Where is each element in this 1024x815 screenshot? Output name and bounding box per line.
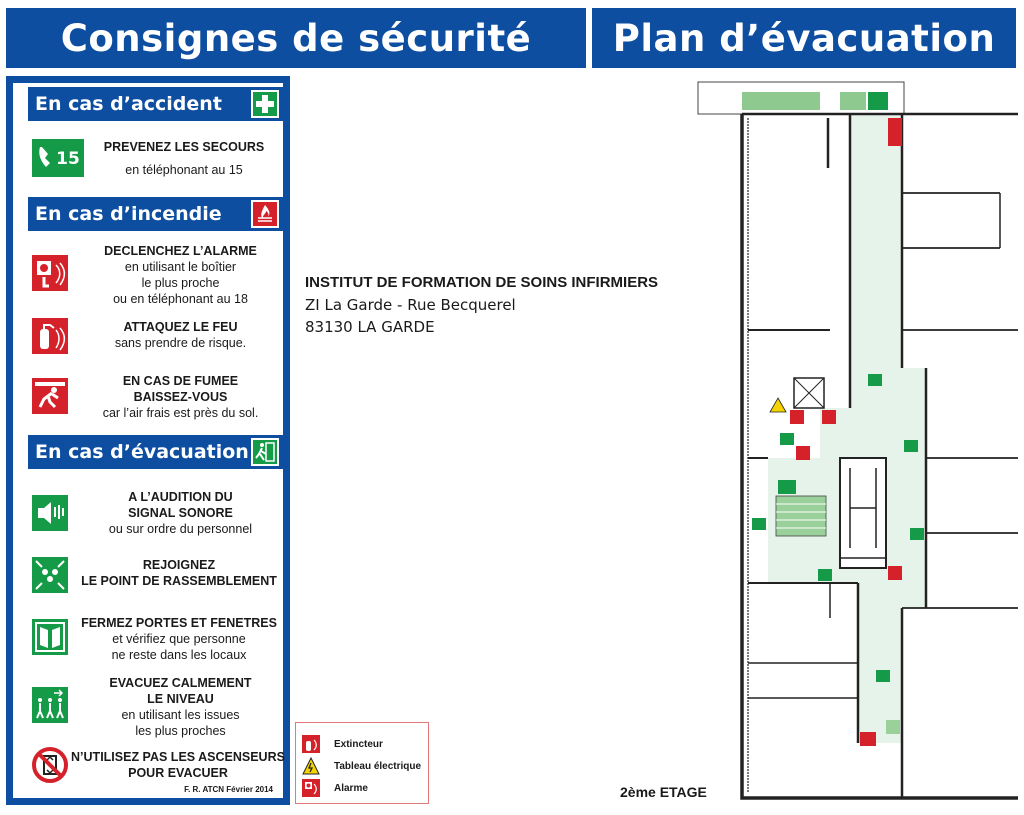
accident-text: en téléphonant au 15: [125, 163, 243, 177]
fire-smoke-bold-1: EN CAS DE FUMEE: [122, 374, 239, 388]
evac-doors-line-1: et vérifiez que personne: [112, 632, 246, 646]
evac-assembly-bold-1: REJOIGNEZ: [142, 558, 216, 572]
fire-alarm-line-1: en utilisant le boîtier: [124, 260, 237, 274]
alarm-core-1: [790, 410, 804, 424]
extinguisher-core-1: [822, 410, 836, 424]
extinguisher-icon: [32, 318, 68, 354]
crouching-person-icon: [32, 378, 68, 414]
exit-arrow-7: [876, 670, 890, 682]
plan-legend: [295, 722, 429, 804]
evac-calm-line-1: en utilisant les issues: [121, 708, 240, 722]
legend-extinguisher-label: Extincteur: [334, 738, 383, 750]
address-line-1: INSTITUT DE FORMATION DE SOINS INFIRMIERS: [305, 274, 659, 291]
evac-item-signal: [28, 487, 283, 539]
emergency-number: 15: [56, 149, 80, 169]
stair-hatch-2: [840, 92, 866, 110]
exit-arrow-4: [752, 518, 766, 530]
extinguisher-bottom: [860, 732, 876, 746]
exit-arrow-3: [780, 433, 794, 445]
extinguisher-icon: [302, 735, 320, 753]
extinguisher-south: [888, 566, 902, 580]
no-elevator-icon: [32, 747, 68, 783]
evac-item-elevator: [28, 745, 283, 785]
speaker-icon: [32, 495, 68, 531]
legend-alarm-label: Alarme: [334, 782, 368, 794]
evac-doors-bold-1: FERMEZ PORTES ET FENETRES: [81, 616, 277, 630]
fire-alarm-line-2: le plus proche: [141, 276, 220, 290]
walking-people-icon: [32, 687, 68, 723]
evac-item-doors: [28, 611, 283, 667]
electric-panel-icon: [302, 757, 320, 775]
legend-item-extinguisher: [302, 733, 424, 755]
evac-calm-bold-2: LE NIVEAU: [147, 692, 214, 706]
fire-icon: [251, 200, 279, 228]
panel-footer-note: F. R. ATCN Février 2014: [184, 785, 273, 794]
section-evacuation-title: En cas d’évacuation: [35, 441, 249, 463]
exit-sign-top: [868, 92, 888, 110]
main-staircase: [776, 496, 826, 536]
floor-plan: [690, 78, 1020, 808]
stair-hatch-1: [742, 92, 820, 110]
fire-item-smoke: [28, 371, 283, 423]
evac-elevator-bold-1: N’UTILISEZ PAS LES ASCENSEURS: [71, 750, 285, 764]
safety-instructions-title: Consignes de sécurité: [6, 8, 586, 68]
section-fire-header: [28, 197, 283, 231]
first-aid-icon: [251, 90, 279, 118]
section-accident-title: En cas d’accident: [35, 93, 222, 115]
evac-signal-line-1: ou sur ordre du personnel: [108, 522, 253, 536]
stairwell-core: [840, 458, 886, 568]
exit-arrow-6: [818, 569, 832, 581]
exit-ramp: [886, 720, 900, 734]
doors-icon: [32, 619, 68, 655]
emergency-exit-icon: [251, 438, 279, 466]
evac-assembly-bold-2: LE POINT DE RASSEMBLEMENT: [81, 574, 277, 588]
evac-doors-line-2: ne reste dans les locaux: [111, 648, 247, 662]
evacuation-plan-title: Plan d’évacuation: [592, 8, 1016, 68]
fire-alarm-bold: DECLENCHEZ L’ALARME: [104, 244, 257, 258]
evac-item-calm: [28, 673, 283, 739]
fire-smoke-line-1: car l’air frais est près du sol.: [102, 406, 259, 420]
alarm-core-2: [796, 446, 810, 460]
evac-signal-bold-2: SIGNAL SONORE: [128, 506, 233, 520]
legend-electric-label: Tableau électrique: [334, 760, 422, 772]
assembly-point-icon: [32, 557, 68, 593]
fire-extinguisher-bold: ATTAQUEZ LE FEU: [123, 320, 238, 334]
extinguisher-top: [888, 118, 902, 146]
legend-item-electric: [302, 755, 424, 777]
electric-panel-marker: [770, 398, 786, 412]
fire-item-extinguisher: [28, 315, 283, 357]
section-accident-header: [28, 87, 283, 121]
evac-signal-bold-1: A L’AUDITION DU: [128, 490, 233, 504]
address-line-3: 83130 LA GARDE: [305, 318, 435, 336]
instructions-panel: [6, 76, 290, 805]
evac-item-assembly: [28, 553, 283, 597]
legend-item-alarm: [302, 777, 424, 799]
alarm-button-icon: [32, 255, 68, 291]
phone-icon: [32, 139, 84, 177]
fire-smoke-bold-2: BAISSEZ-VOUS: [133, 390, 228, 404]
fire-alarm-line-3: ou en téléphonant au 18: [113, 292, 248, 306]
evac-calm-line-2: les plus proches: [135, 724, 226, 738]
exit-arrow-1: [868, 374, 882, 386]
floor-label: 2ème ETAGE: [620, 784, 707, 800]
fire-extinguisher-line-1: sans prendre de risque.: [114, 336, 247, 350]
alarm-icon: [302, 779, 320, 797]
fire-item-alarm: [28, 241, 283, 305]
accident-bold-text: PREVENEZ LES SECOURS: [103, 140, 265, 154]
exit-arrow-2: [904, 440, 918, 452]
evac-elevator-bold-2: POUR EVACUER: [128, 766, 228, 780]
address-line-2: ZI La Garde - Rue Becquerel: [305, 296, 516, 314]
evac-calm-bold-1: EVACUEZ CALMEMENT: [109, 676, 252, 690]
section-fire-title: En cas d’incendie: [35, 203, 222, 225]
section-evacuation-header: [28, 435, 283, 469]
accident-instruction: [28, 135, 283, 183]
institution-address: [305, 272, 658, 338]
exit-sign-stair: [778, 480, 796, 494]
exit-arrow-5: [910, 528, 924, 540]
